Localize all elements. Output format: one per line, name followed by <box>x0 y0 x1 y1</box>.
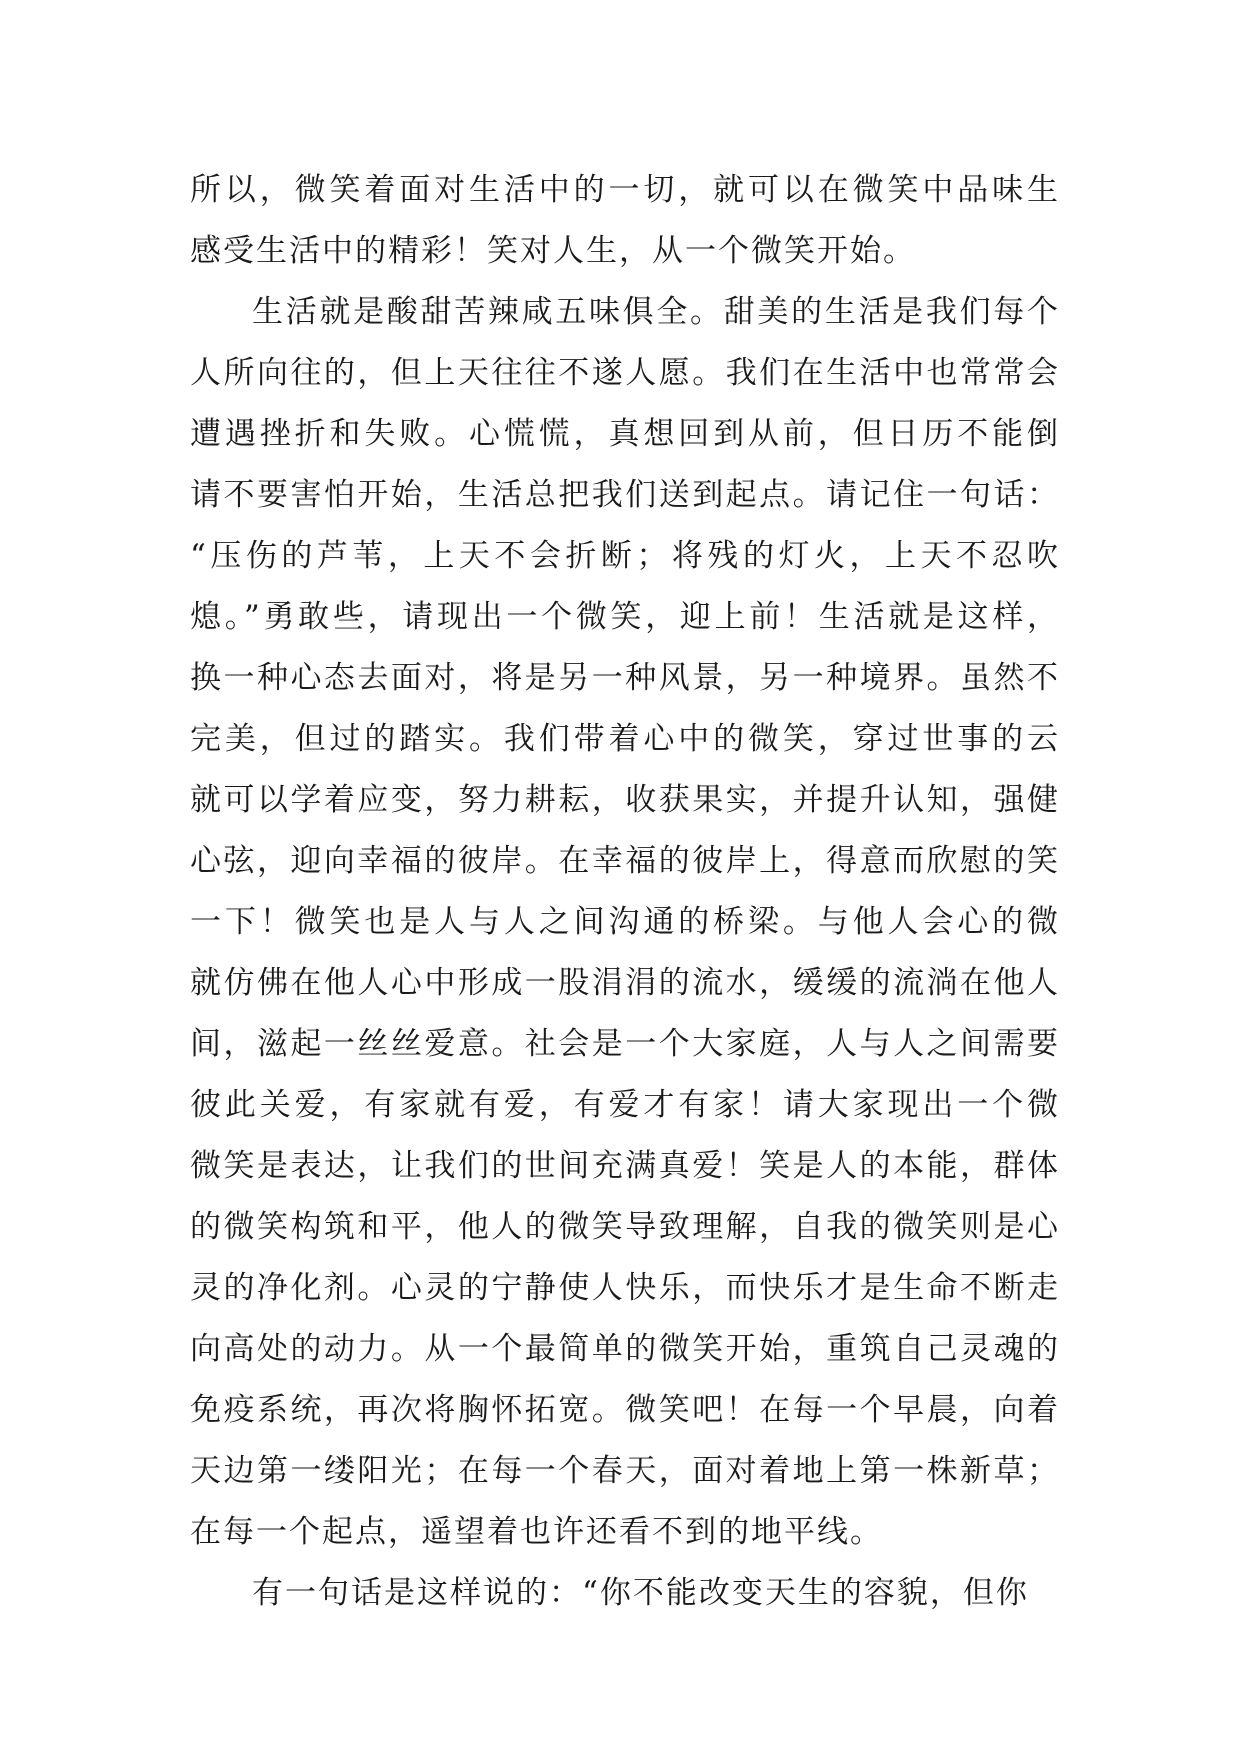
text-line: 向高处的动力。从一个最简单的微笑开始，重筑自己灵魂的 <box>190 1331 1060 1367</box>
paragraph-p3 <box>190 1563 1060 1624</box>
text-line: 所以，微笑着面对生活中的一切，就可以在微笑中品味生 <box>190 172 1060 208</box>
text-line: 人所向往的，但上天往往不遂人愿。我们在生活中也常常会 <box>190 355 1060 391</box>
text-line: 就仿佛在他人心中形成一股涓涓的流水，缓缓的流淌在他人 <box>190 965 1060 1001</box>
text-line: 天边第一缕阳光；在每一个春天，面对着地上第一株新草； <box>190 1453 1060 1489</box>
text-line: 在每一个起点，遥望着也许还看不到的地平线。 <box>190 1514 883 1550</box>
text-line: 彼此关爱，有家就有爱，有爱才有家！请大家现出一个微 <box>190 1087 1060 1123</box>
text-line: 有一句话是这样说的：“你不能改变天生的容貌，但你 <box>252 1575 1029 1611</box>
text-line: 请不要害怕开始，生活总把我们送到起点。请记住一句话： <box>190 477 1060 513</box>
text-line: 就可以学着应变，努力耕耘，收获果实，并提升认知，强健 <box>190 782 1060 818</box>
paragraph-p2 <box>190 282 1060 1563</box>
text-line: 灵的净化剂。心灵的宁静使人快乐，而快乐才是生命不断走 <box>190 1270 1060 1306</box>
text-line: 一下！微笑也是人与人之间沟通的桥梁。与他人会心的微 <box>190 904 1060 940</box>
text-line: “压伤的芦苇，上天不会折断；将残的灯火，上天不忍吹 <box>190 538 1060 574</box>
text-line: 熄。”勇敢些，请现出一个微笑，迎上前！生活就是这样， <box>190 599 1060 635</box>
body-text <box>190 160 1060 1624</box>
text-line: 遭遇挫折和失败。心慌慌，真想回到从前，但日历不能倒 <box>190 416 1060 452</box>
text-line: 免疫系统，再次将胸怀拓宽。微笑吧！在每一个早晨，向着 <box>190 1392 1060 1428</box>
text-line: 生活就是酸甜苦辣咸五味俱全。甜美的生活是我们每个 <box>252 294 1060 330</box>
text-line: 感受生活中的精彩！笑对人生，从一个微笑开始。 <box>190 233 916 269</box>
text-line: 心弦，迎向幸福的彼岸。在幸福的彼岸上，得意而欣慰的笑 <box>190 843 1060 879</box>
paragraph-p1 <box>190 160 1060 282</box>
text-line: 间，滋起一丝丝爱意。社会是一个大家庭，人与人之间需要 <box>190 1026 1060 1062</box>
text-line: 的微笑构筑和平，他人的微笑导致理解，自我的微笑则是心 <box>190 1209 1060 1245</box>
text-line: 完美，但过的踏实。我们带着心中的微笑，穿过世事的云 <box>190 721 1060 757</box>
text-line: 换一种心态去面对，将是另一种风景，另一种境界。虽然不 <box>190 660 1060 696</box>
text-line: 微笑是表达，让我们的世间充满真爱！笑是人的本能，群体 <box>190 1148 1060 1184</box>
